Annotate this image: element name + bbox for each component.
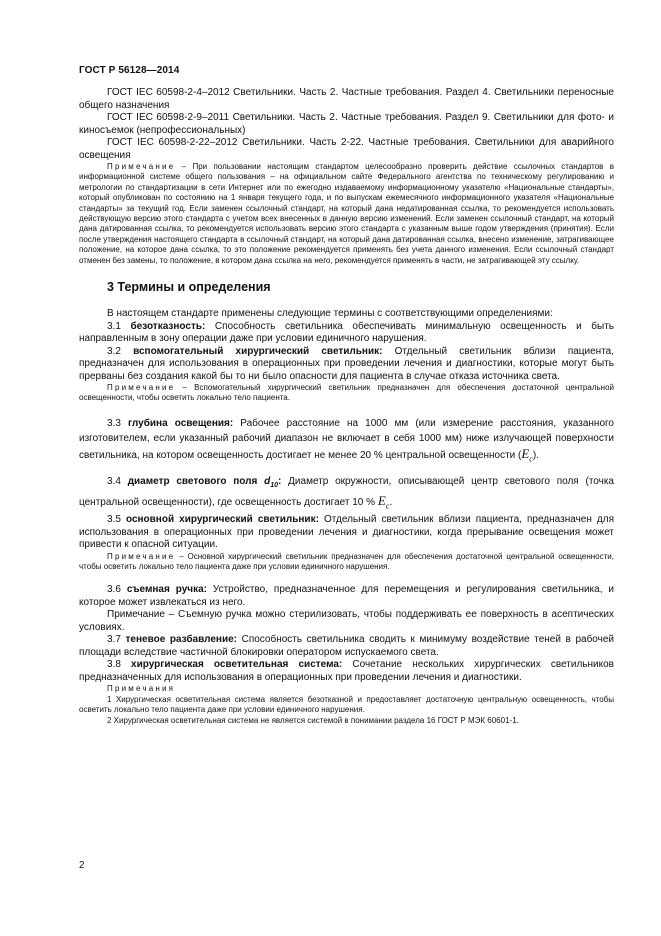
term-definition: Способность светильника сводить к минимуму воздействие теней в рабочей площади вследствие частичной блокировки оператором испускаемого света. (79, 634, 614, 658)
term-3-5 (79, 514, 614, 552)
note-text: – Вспомогательный хирургический светильник предназначен для обеспечения достаточной центральной освещенности, чтобы осветить локально тело пациента. (79, 383, 614, 403)
term-3-8-note-1: 1 Хирургическая осветительная система является безотказной и предоставляет достаточную центральную освещенность, чтобы осветить локально тело пациента даже при условии единичного нарушения. (79, 694, 614, 715)
term-3-4: 3.4 диаметр светового поля $d_{10}$: Диаметр окружности, описывающей центр светового поля (точка центральной освещенности), где освещенность достигает 10 % $E_c$. (79, 476, 614, 512)
ec-symbol: $E_c$ (377, 493, 390, 512)
term-3-6 (79, 584, 614, 609)
note-label: Примечание (107, 162, 176, 171)
term-number: 3.2 (107, 345, 134, 357)
reference-1: ГОСТ IEC 60598-2-4–2012 Светильники. Часть 2. Частные требования. Раздел 4. Светильники переносные общего назначения (79, 87, 614, 111)
term-3-7 (79, 634, 614, 659)
term-definition: Отдельный светильник вблизи пациента, предназначен для использования в операционных при проведении лечения и диагностики, когда прерывание освещения может привести к опасной ситуации. (79, 514, 614, 551)
term-number: 3.5 (107, 514, 126, 526)
term-3-8 (79, 659, 614, 684)
term-name: основной хирургический светильник: (125, 514, 319, 526)
term-3-8-notes-label: Примечания (107, 684, 176, 694)
reference-2: ГОСТ IEC 60598-2-9–2011 Светильники. Часть 2. Частные требования. Раздел 9. Светильники для фото- и киносъемок (непрофессиональных) (79, 112, 614, 136)
term-definition: Рабочее расстояние на 1000 мм (или измерение расстояния, указанного изготовителем, если указанный рабочий диапазон не включает в себя 1000 мм) ниже излучающей поверхности светильника, на котором освещенность достигает не менее 20 % центральной освещенности ( (79, 417, 614, 461)
page-number: 2 (79, 860, 85, 871)
term-number: 3.4 (107, 476, 128, 488)
reference-3: ГОСТ IEC 60598-2-22–2012 Светильники. Часть 2-22. Частные требования. Светильники для аварийного освещения (79, 137, 614, 161)
term-name: теневое разбавление: (125, 634, 237, 646)
term-3-6-note: Примечание – Съемную ручка можно стерилизовать, чтобы поддерживать ее поверхность в асептических условиях. (79, 609, 614, 633)
term-3-8-note-2: 2 Хирургическая осветительная система не является системой в понимании раздела 16 ГОСТ Р МЭК 60601-1. (107, 715, 519, 725)
reference-note (79, 162, 614, 266)
term-name: вспомогательный хирургический светильник: (133, 345, 383, 357)
term-3-2-note (79, 383, 614, 404)
term-name: хирургическая осветительная система: (131, 659, 343, 671)
term-definition: Устройство, предназначенное для перемещения и регулирования светильника, и которое может извлекаться из него. (79, 584, 614, 608)
term-3-5-note (79, 552, 614, 573)
term-name: глубина освещения: (128, 417, 234, 429)
section-intro: В настоящем стандарте применены следующие термины с соответствующими определениями: (107, 308, 553, 320)
term-name: безотказность: (130, 320, 206, 332)
term-definition: Сочетание нескольких хирургических светильников предназначенных для использования в операционных при проведении лечения и диагностики. (79, 659, 614, 683)
term-number: 3.3 (107, 417, 128, 429)
term-name: съемная ручка: (126, 584, 207, 596)
term-definition: Отдельный светильник вблизи пациента, предназначен для использования в операционных при проведении лечения и диагностики, которые могут быть прерваны без создания какой бы то ни было опасности для пациента в случае отказа источника света. (79, 345, 615, 382)
term-3-1 (79, 321, 614, 346)
term-number: 3.7 (107, 634, 126, 646)
term-definition: Способность светильника обеспечивать минимальную освещенность и быть направленным в зону операции даже при условии единичного нарушения. (79, 320, 614, 345)
term-definition: Диаметр окружности, описывающей центр светового поля (точка центральной освещенности), где освещенность достигает 10 % (79, 476, 614, 509)
term-name: диаметр светового поля (127, 476, 265, 488)
note-label: Примечание (107, 551, 176, 561)
term-3-3: 3.3 глубина освещения: Рабочее расстояние на 1000 мм (или измерение расстояния, указанного изготовителем, если указанный рабочий диапазон не включает в себя 1000 мм) ниже излучающей поверхности светильника, на котором освещенность достигает не менее 20 % центральной освещенности $(E_c)$. (79, 417, 614, 464)
document-header: ГОСТ Р 56128—2014 (79, 65, 180, 76)
d10-symbol: $d_{10}$ (264, 476, 279, 490)
note-label: Примечание (107, 383, 176, 393)
section-title: 3 Термины и определения (107, 280, 271, 295)
page-content (79, 87, 614, 726)
term-number: 3.1 (107, 320, 131, 332)
term-number: 3.6 (107, 584, 127, 596)
note-text: – Основной хирургический светильник предназначен для обеспечения достаточной центральной освещенности, чтобы осветить локально тело пациента даже при условии единичного нарушения. (79, 551, 614, 571)
term-number: 3.8 (107, 659, 132, 671)
ec-symbol: $E_c$ (521, 445, 533, 464)
note-text: – При пользовании настоящим стандартом целесообразно проверить действие ссылочных стандартов в информационной системе общего пользования – на официальном сайте Федерального агентства по техническому регулированию и метрологии по стандартизации в сети Интернет или по ежегодно издаваемому информационному указателю «Национальные стандарты», который опубликован по состоянию на 1 января текущего года, и по выпускам ежемесячного информационного указателя «Национальные стандарты» за текущий год. Если заменен ссылочный стандарт, на который дана недатированная ссылка, то рекомендуется использовать действующую версию этого стандарта с учетом всех внесенных в данную версию изменений. Если заменен ссылочный стандарт, на который дана датированная ссылка, то рекомендуется использовать версию этого стандарта с указанным выше годом утверждения (принятия). Если после утверждения настоящего стандарта в ссылочный стандарт, на который дана датированная ссылка, внесено изменение, затрагивающее положение, на которое дана ссылка, то это положение рекомендуется применять без учета данного изменения. Если ссылочный стандарт отменен без замены, то положение, в котором дана ссылка на него, рекомендуется применять в части, не затрагивающей эту ссылку. (79, 162, 614, 265)
term-3-2 (79, 346, 614, 384)
